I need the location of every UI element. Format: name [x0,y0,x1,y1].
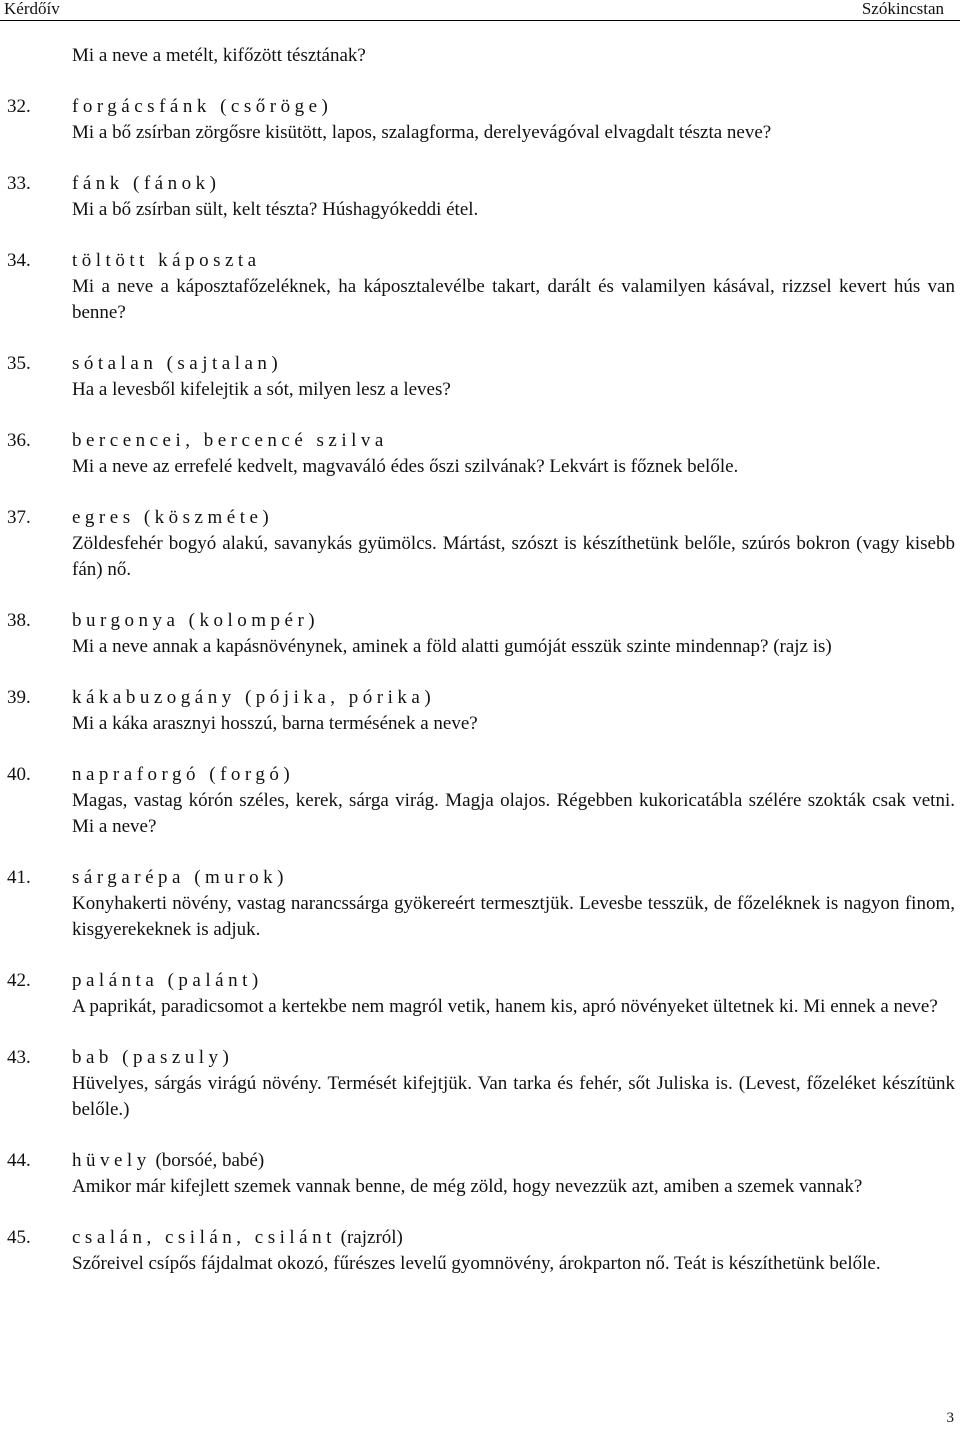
entry-33 [0,171,960,223]
entry-number: 35. [7,353,31,374]
entry-heading [72,762,955,788]
entry-heading [72,1148,955,1174]
entry-number: 42. [7,970,31,991]
entry-question: Mi a neve annak a kapásnövénynek, aminek a föld alatti gumóját esszük szinte mindennap? (rajz is) [72,636,832,657]
entry-term: kákabuzogány (pójika, pórika) [72,687,436,708]
entry-term: palánta (palánt) [72,970,263,991]
entry-heading [72,685,955,711]
lead-question: Mi a neve a metélt, kifőzött tésztának? [72,45,366,66]
entry-term: egres (köszméte) [72,507,274,528]
entry-term: bercencei, bercencé szilva [72,430,388,451]
questionnaire-body [0,43,960,1277]
entry-number: 40. [7,764,31,785]
entry-number: 43. [7,1047,31,1068]
entry-term: sárgarépa (murok) [72,867,288,888]
entry-40 [0,762,960,840]
entry-39 [0,685,960,737]
entry-number: 36. [7,430,31,451]
entry-term: csalán, csilán, csilánt [72,1227,336,1248]
header-title-right: Szókincstan [861,0,944,18]
entry-38 [0,608,960,660]
entry-question: Ha a levesből kifelejtik a sót, milyen lesz a leves? [72,379,451,400]
entry-question: Mi a káka arasznyi hosszú, barna termésének a neve? [72,713,478,734]
entry-question: Zöldesfehér bogyó alakú, savanykás gyümölcs. Mártást, szószt is készíthetünk belőle, szúrós bokron (vagy kisebb fán) nő. [72,533,955,580]
entry-45 [0,1225,960,1277]
entry-number: 39. [7,687,31,708]
entry-number: 32. [7,96,31,117]
entry-question: Konyhakerti növény, vastag narancssárga gyökereért termesztjük. Levesbe tesszük, de főzeléknek is nagyon finom, kisgyerekeknek is adjuk. [72,893,955,940]
page-header [0,0,960,21]
entry-36 [0,428,960,480]
entry-44 [0,1148,960,1200]
entry-41 [0,865,960,943]
page-number: 3 [946,1410,954,1426]
entry-heading [72,608,955,634]
entry-heading [72,1225,955,1251]
entry-question: Mi a bő zsírban sült, kelt tészta? Húshagyókeddi étel. [72,199,479,220]
entry-term: napraforgó (forgó) [72,764,295,785]
entry-question: Szőreivel csípős fájdalmat okozó, fűrészes levelű gyomnövény, árokparton nő. Teát is készíthetünk belőle. [72,1253,881,1274]
entry-number: 34. [7,250,31,271]
entry-term: hüvely [72,1150,151,1171]
entry-heading [72,1045,955,1071]
entry-heading [72,968,955,994]
entry-34 [0,248,960,326]
entry-question: Mi a neve az errefelé kedvelt, magvaváló édes őszi szilvának? Lekvárt is főznek belőle. [72,456,739,477]
entry-heading [72,94,955,120]
entry-term: sótalan (sajtalan) [72,353,283,374]
entry-question: Hüvelyes, sárgás virágú növény. Termését kifejtjük. Van tarka és fehér, sőt Juliska is. (Levest, főzeléket készítünk belőle.) [72,1073,955,1120]
entry-question: Amikor már kifejlett szemek vannak benne, de még zöld, hogy nevezzük azt, amiben a szemek vannak? [72,1176,863,1197]
entry-number: 38. [7,610,31,631]
entry-question: Mi a bő zsírban zörgősre kisütött, lapos, szalagforma, derelyevágóval elvagdalt tészta neve? [72,122,772,143]
entry-number: 41. [7,867,31,888]
entry-term: fánk (fánok) [72,173,221,194]
entry-note: (borsóé, babé) [150,1150,265,1171]
entry-term: töltött káposzta [72,250,261,271]
entry-question: A paprikát, paradicsomot a kertekbe nem magról vetik, hanem kis, apró növényeket ültetnek ki. Mi ennek a neve? [72,996,938,1017]
entry-35 [0,351,960,403]
entry-heading [72,248,955,274]
entry-number: 37. [7,507,31,528]
entry-heading [72,428,955,454]
entry-number: 33. [7,173,31,194]
entry-43 [0,1045,960,1123]
entry-term: forgácsfánk (csőröge) [72,96,333,117]
entry-32 [0,94,960,146]
entry-number: 44. [7,1150,31,1171]
entry-question: Mi a neve a káposztafőzeléknek, ha káposztalevélbe takart, darált és valamilyen kásával, rizzsel kevert hús van benne? [72,276,955,323]
header-title-left: Kérdőív [4,0,60,18]
entry-heading [72,505,955,531]
entry-37 [0,505,960,583]
entry-heading [72,865,955,891]
entry-term: bab (paszuly) [72,1047,234,1068]
entry-term: burgonya (kolompér) [72,610,320,631]
entry-heading [72,171,955,197]
entry-42 [0,968,960,1020]
entry-note: (rajzról) [335,1227,403,1248]
entry-number: 45. [7,1227,31,1248]
entry-heading [72,351,955,377]
entry-question: Magas, vastag kórón széles, kerek, sárga virág. Magja olajos. Régebben kukoricatábla szélére szokták csak vetni. Mi a neve? [72,790,955,837]
